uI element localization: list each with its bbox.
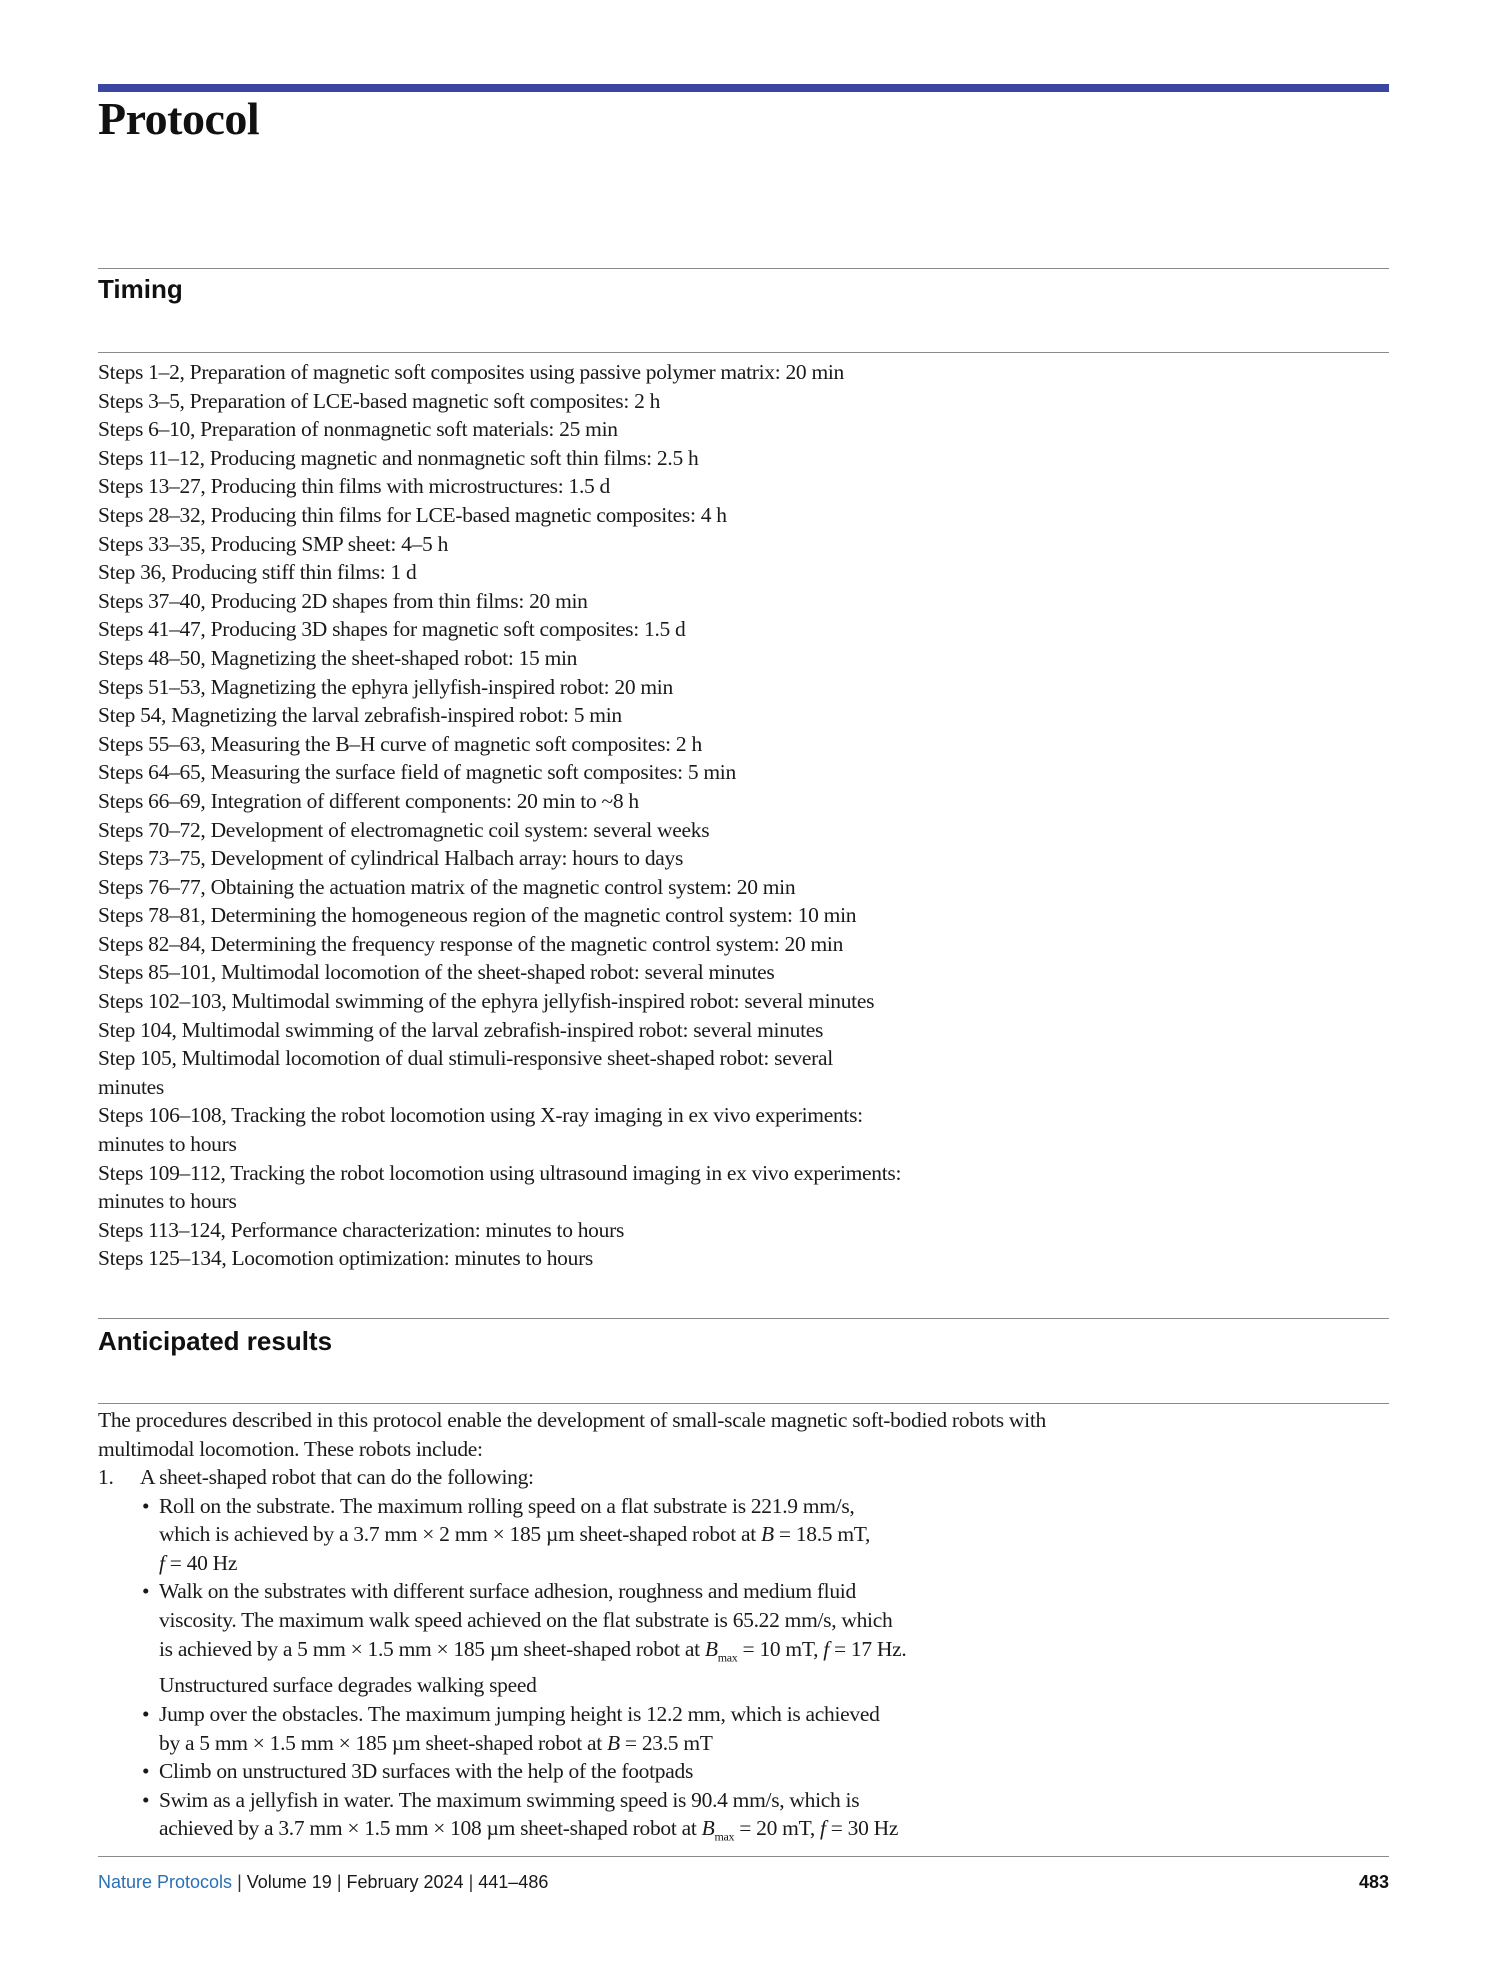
timing-item: Steps 109–112, Tracking the robot locomotion using ultrasound imaging in ex vivo experiments:	[98, 1160, 902, 1185]
bullet-item	[140, 1577, 1098, 1700]
variable: B	[701, 1816, 715, 1841]
subscript: max	[714, 1829, 735, 1844]
section-divider	[98, 268, 1389, 269]
bullet-line: = 40 Hz	[164, 1550, 238, 1575]
timing-item: Steps 6–10, Preparation of nonmagnetic soft materials: 25 min	[98, 417, 618, 442]
bullet-line: = 30 Hz	[825, 1816, 899, 1841]
item-text: A sheet-shaped robot that can do the following:	[140, 1465, 534, 1489]
bullet-item	[140, 1700, 1098, 1757]
timing-item: Steps 37–40, Producing 2D shapes from thin films: 20 min	[98, 588, 588, 613]
timing-item: Step 36, Producing stiff thin films: 1 d	[98, 560, 417, 585]
journal-name-link[interactable]: Nature Protocols	[98, 1872, 233, 1892]
timing-item: minutes	[98, 1074, 164, 1099]
bullet-list	[98, 1492, 1098, 1852]
bullet-glyph: •	[142, 1579, 150, 1604]
timing-item: Steps 113–124, Performance characterization: minutes to hours	[98, 1217, 625, 1242]
timing-item: Steps 55–63, Measuring the B–H curve of magnetic soft composites: 2 h	[98, 731, 702, 756]
bullet-line: Roll on the substrate. The maximum rolling speed on a flat substrate is 221.9 mm/s,	[159, 1493, 855, 1518]
bullet-text	[159, 1700, 1049, 1757]
page-range: 441–486	[478, 1872, 549, 1892]
page-footer	[98, 1872, 1389, 1900]
variable: f	[823, 1636, 829, 1661]
bullet-glyph: •	[142, 1702, 150, 1727]
bullet-line: Walk on the substrates with different surface adhesion, roughness and medium fluid	[159, 1579, 856, 1604]
timing-item: Steps 1–2, Preparation of magnetic soft composites using passive polymer matrix: 20 min	[98, 360, 844, 384]
numbered-item	[98, 1463, 1098, 1492]
bullet-glyph: •	[142, 1493, 150, 1518]
footer-divider	[98, 1856, 1389, 1857]
bullet-line: = 17 Hz.	[828, 1636, 907, 1661]
bullet-glyph: •	[142, 1759, 150, 1784]
timing-item: Steps 106–108, Tracking the robot locomotion using X-ray imaging in ex vivo experiments:	[98, 1103, 863, 1128]
timing-item: Steps 73–75, Development of cylindrical Halbach array: hours to days	[98, 846, 684, 871]
timing-item: Steps 33–35, Producing SMP sheet: 4–5 h	[98, 531, 449, 556]
timing-item: Steps 66–69, Integration of different components: 20 min to ~8 h	[98, 788, 639, 813]
variable: B	[704, 1636, 718, 1661]
timing-item: Steps 125–134, Locomotion optimization: minutes to hours	[98, 1246, 593, 1271]
timing-item: Steps 3–5, Preparation of LCE-based magnetic soft composites: 2 h	[98, 388, 661, 413]
page-number: 483	[1358, 1872, 1389, 1892]
bullet-glyph: •	[142, 1787, 150, 1812]
timing-item: Steps 64–65, Measuring the surface field of magnetic soft composites: 5 min	[98, 760, 736, 785]
results-intro-paragraph: The procedures described in this protocol enable the development of small-scale magnetic soft-bodied robots with multimodal locomotion. These robots include:	[98, 1408, 1046, 1461]
bullet-text	[159, 1492, 1049, 1578]
timing-item: Steps 28–32, Producing thin films for LCE-based magnetic composites: 4 h	[98, 502, 727, 527]
variable: B	[761, 1522, 774, 1547]
bullet-item	[140, 1492, 1098, 1578]
footer-separator: |	[331, 1872, 347, 1892]
bullet-item	[140, 1786, 1098, 1851]
timing-list	[98, 358, 1098, 1273]
volume-label: Volume 19	[246, 1872, 332, 1892]
issue-date: February 2024	[346, 1872, 464, 1892]
variable: f	[819, 1816, 826, 1841]
bullet-text	[159, 1786, 1049, 1851]
bullet-line: Swim as a jellyfish in water. The maximum swimming speed is 90.4 mm/s, which is	[159, 1787, 860, 1812]
timing-item: Steps 41–47, Producing 3D shapes for magnetic soft composites: 1.5 d	[98, 617, 686, 642]
bullet-text	[159, 1757, 1049, 1786]
section-divider	[98, 1403, 1389, 1404]
timing-item: Step 105, Multimodal locomotion of dual stimuli-responsive sheet-shaped robot: several	[98, 1046, 833, 1071]
timing-item: Step 54, Magnetizing the larval zebrafish-inspired robot: 5 min	[98, 703, 622, 728]
bullet-text	[159, 1577, 1049, 1700]
bullet-line: viscosity. The maximum walk speed achieved on the flat substrate is 65.22 mm/s, which	[159, 1607, 893, 1632]
timing-item: Steps 48–50, Magnetizing the sheet-shaped robot: 15 min	[98, 645, 578, 670]
item-number: 1.	[98, 1465, 114, 1489]
bullet-line: by a 5 mm × 1.5 mm × 185 µm sheet-shaped robot at	[159, 1730, 607, 1755]
timing-item: minutes to hours	[98, 1132, 237, 1157]
bullet-line: = 23.5 mT	[619, 1730, 713, 1755]
timing-item: Steps 82–84, Determining the frequency response of the magnetic control system: 20 min	[98, 931, 844, 956]
subscript: max	[717, 1649, 738, 1664]
bullet-line: = 10 mT,	[737, 1636, 824, 1661]
timing-item: Steps 70–72, Development of electromagnetic coil system: several weeks	[98, 817, 710, 842]
section-divider	[98, 352, 1389, 353]
bullet-line: which is achieved by a 3.7 mm × 2 mm × 185 µm sheet-shaped robot at	[159, 1522, 761, 1547]
variable: B	[607, 1730, 620, 1755]
bullet-item	[140, 1757, 1098, 1786]
anticipated-results-heading: Anticipated results	[98, 1326, 333, 1356]
variable: f	[159, 1550, 165, 1575]
timing-item: Steps 51–53, Magnetizing the ephyra jellyfish-inspired robot: 20 min	[98, 674, 673, 699]
footer-separator: |	[232, 1872, 247, 1892]
bullet-line: = 18.5 mT,	[773, 1522, 871, 1547]
timing-item: Steps 85–101, Multimodal locomotion of the sheet-shaped robot: several minutes	[98, 960, 775, 985]
timing-item: Step 104, Multimodal swimming of the larval zebrafish-inspired robot: several minutes	[98, 1017, 824, 1042]
header-accent-bar	[98, 84, 1389, 92]
bullet-line: achieved by a 3.7 mm × 1.5 mm × 108 µm sheet-shaped robot at	[159, 1816, 702, 1841]
bullet-line: Unstructured surface degrades walking speed	[159, 1673, 537, 1698]
results-numbered-list	[98, 1463, 1098, 1851]
timing-item: Steps 11–12, Producing magnetic and nonmagnetic soft thin films: 2.5 h	[98, 445, 699, 470]
timing-item: Steps 102–103, Multimodal swimming of the ephyra jellyfish-inspired robot: several minutes	[98, 989, 875, 1014]
timing-item: minutes to hours	[98, 1189, 237, 1214]
bullet-line: Jump over the obstacles. The maximum jumping height is 12.2 mm, which is achieved	[159, 1702, 880, 1727]
footer-separator: |	[463, 1872, 479, 1892]
bullet-line: is achieved by a 5 mm × 1.5 mm × 185 µm sheet-shaped robot at	[159, 1636, 705, 1661]
section-divider	[98, 1318, 1389, 1319]
timing-item: Steps 13–27, Producing thin films with microstructures: 1.5 d	[98, 474, 610, 499]
timing-item: Steps 76–77, Obtaining the actuation matrix of the magnetic control system: 20 min	[98, 874, 796, 899]
bullet-line: Climb on unstructured 3D surfaces with the help of the footpads	[159, 1759, 694, 1784]
timing-item: Steps 78–81, Determining the homogeneous region of the magnetic control system: 10 min	[98, 903, 857, 928]
page-title: Protocol	[98, 93, 260, 144]
bullet-line: = 20 mT,	[734, 1816, 820, 1841]
timing-heading: Timing	[98, 274, 183, 304]
